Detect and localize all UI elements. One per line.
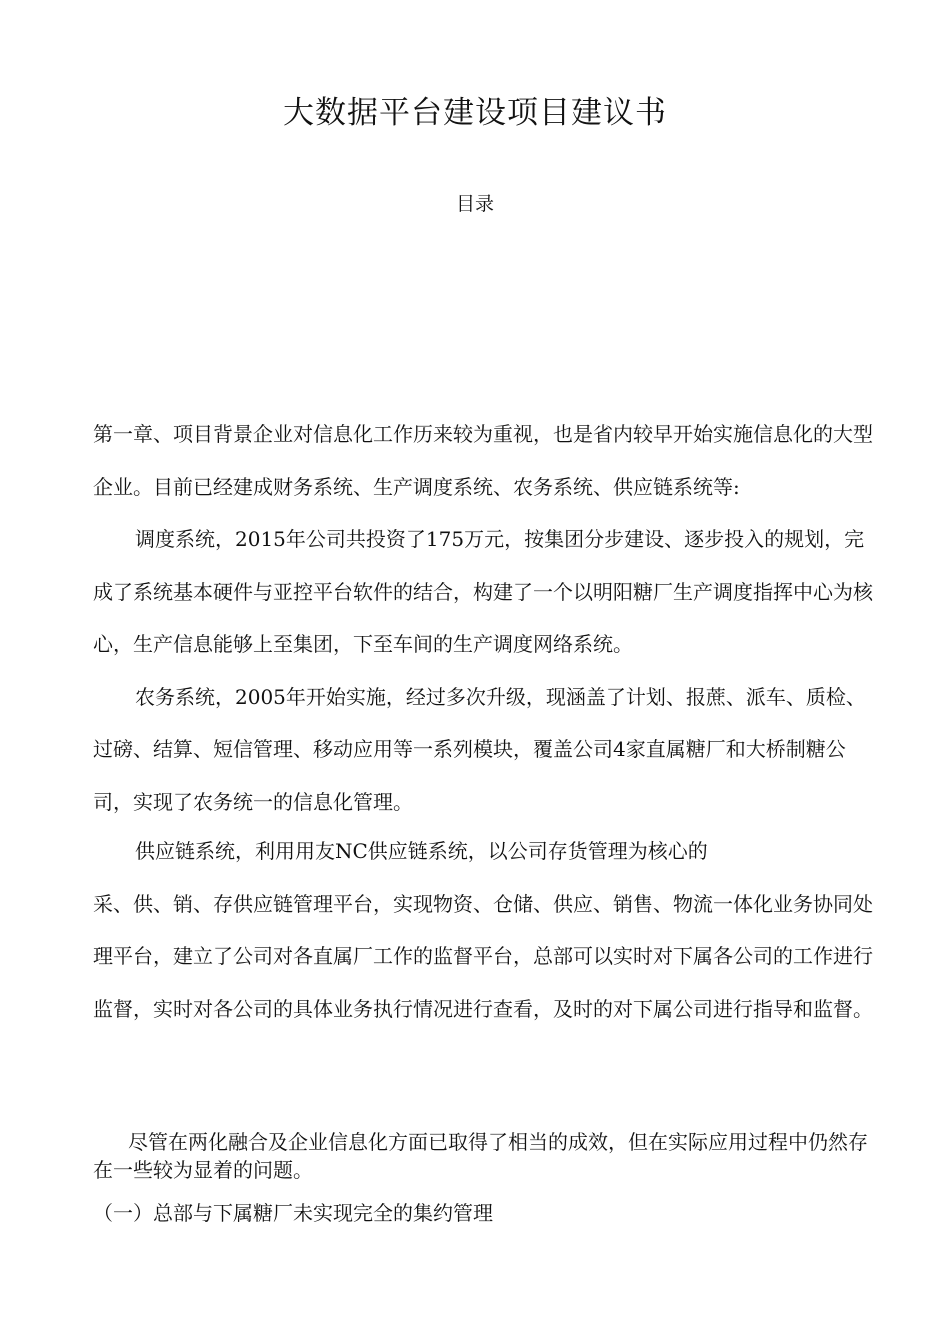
section-heading: （一）总部与下属糖厂未实现完全的集约管理 (93, 1201, 493, 1225)
paragraph-supply-chain-detail: 采、供、销、存供应链管理平台，实现物资、仓储、供应、销售、物流一体化业务协同处理平台，建立了公司对各直属厂工作的监督平台，总部可以实时对下属各公司的工作进行监督，实时对各公司的具体业务执行情况进行查看，及时的对下属公司进行指导和监督。 (93, 891, 873, 1021)
paragraph-supply-chain-intro: 供应链系统，利用用友NC供应链系统，以公司存货管理为核心的 (135, 839, 708, 863)
body-section-3 (93, 1128, 873, 1184)
document-title: 大数据平台建设项目建议书 (283, 95, 667, 131)
body-section-2 (93, 825, 873, 1035)
toc-label: 目录 (455, 193, 494, 215)
paragraph-agriculture-system: 农务系统，2005年开始实施，经过多次升级，现涵盖了计划、报蔗、派车、质检、过磅、结算、短信管理、移动应用等一系列模块，覆盖公司4家直属糖厂和大桥制糖公司，实现了农务统一的信息化管理。 (93, 684, 866, 814)
paragraph-background: 第一章、项目背景企业对信息化工作历来较为重视，也是省内较早开始实施信息化的大型企业。目前已经建成财务系统、生产调度系统、农务系统、供应链系统等: (93, 422, 873, 499)
paragraph-problems: 尽管在两化融合及企业信息化方面已取得了相当的成效，但在实际应用过程中仍然存在一些较为显着的问题。 (93, 1130, 868, 1182)
paragraph-dispatch-system: 调度系统，2015年公司共投资了175万元，按集团分步建设、逐步投入的规划，完成了系统基本硬件与亚控平台软件的结合，构建了一个以明阳糖厂生产调度指挥中心为核心，生产信息能够上至集团，下至车间的生产调度网络系统。 (93, 527, 873, 656)
body-section-1 (93, 408, 873, 828)
